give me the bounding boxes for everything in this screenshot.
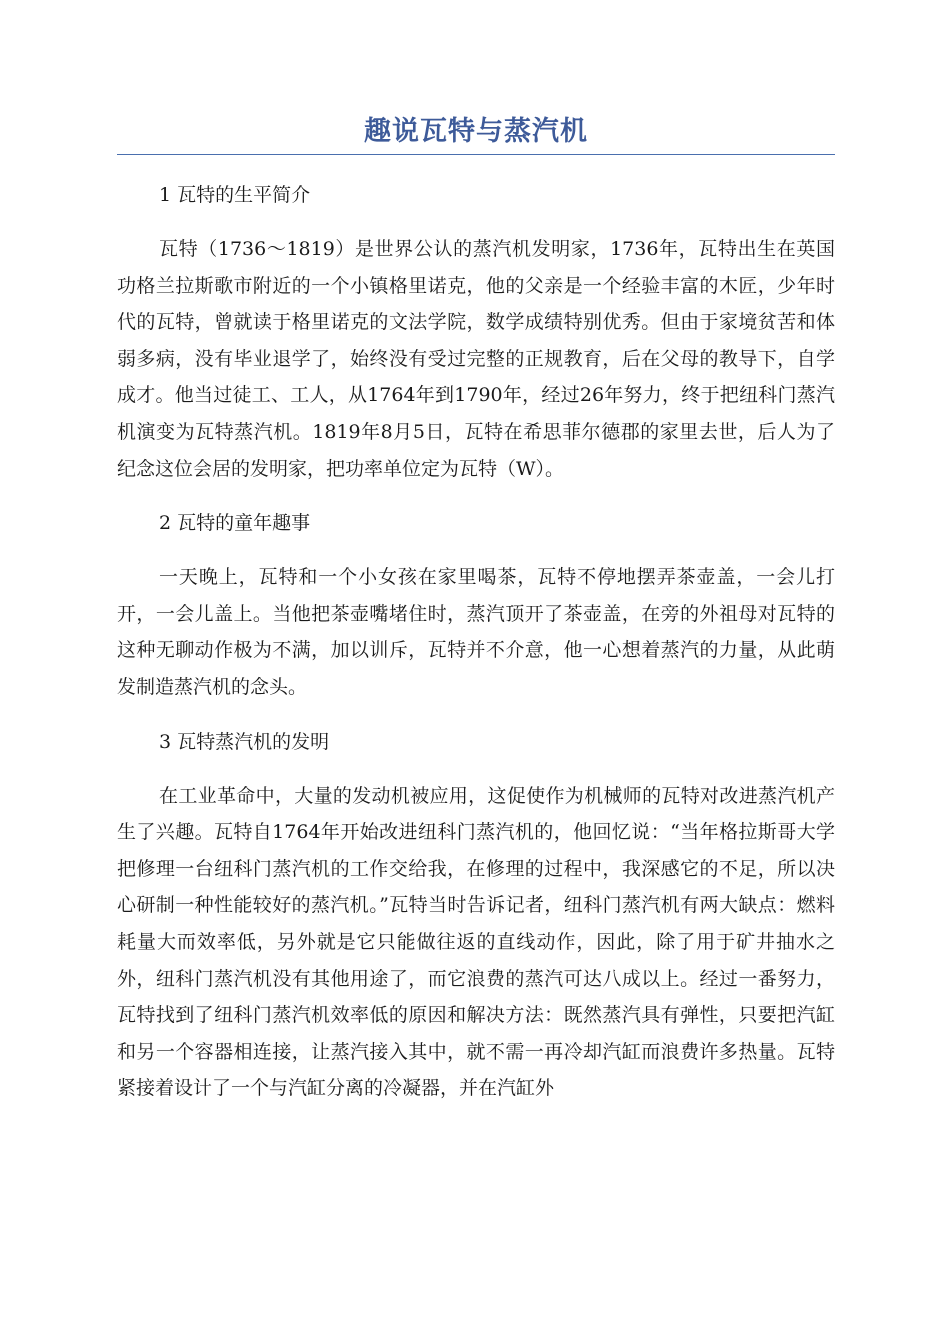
section-invention (117, 724, 835, 1107)
section-childhood (117, 505, 835, 705)
document-title: 趣说瓦特与蒸汽机 (364, 116, 588, 147)
section-heading: 3 瓦特蒸汽机的发明 (159, 730, 330, 753)
section-biography (117, 177, 835, 487)
section-paragraph: 在工业革命中，大量的发动机被应用，这促使作为机械师的瓦特对改进蒸汽机产生了兴趣。瓦特自1764年开始改进纽科门蒸汽机的，他回忆说：“当年格拉斯哥大学把修理一台纽科门蒸汽机的工作交给我，在修理的过程中，我深感它的不足，所以决心研制一种性能较好的蒸汽机。”瓦特当时告诉记者，纽科门蒸汽机有两大缺点：燃料耗量大而效率低，另外就是它只能做往返的直线动作，因此，除了用于矿井抽水之外，纽科门蒸汽机没有其他用途了，而它浪费的蒸汽可达八成以上。经过一番努力，瓦特找到了纽科门蒸汽机效率低的原因和解决方法：既然蒸汽具有弹性，只要把汽缸和另一个容器相连接，让蒸汽接入其中，就不需一再冷却汽缸而浪费许多热量。瓦特紧接着设计了一个与汽缸分离的冷凝器，并在汽缸外 (117, 784, 835, 1100)
section-paragraph: 一天晚上，瓦特和一个小女孩在家里喝茶，瓦特不停地摆弄茶壶盖，一会儿打开，一会儿盖上。当他把茶壶嘴堵住时，蒸汽顶开了茶壶盖，在旁的外祖母对瓦特的这种无聊动作极为不满，加以训斥，瓦特并不介意，他一心想着蒸汽的力量，从此萌发制造蒸汽机的念头。 (117, 566, 835, 698)
section-paragraph: 瓦特（1736～1819）是世界公认的蒸汽机发明家，1736年，瓦特出生在英国功格兰拉斯歌市附近的一个小镇格里诺克，他的父亲是一个经验丰富的木匠，少年时代的瓦特，曾就读于格里诺克的文法学院，数学成绩特别优秀。但由于家境贫苦和体弱多病，没有毕业退学了，始终没有受过完整的正规教育，后在父母的教导下，自学成才。他当过徒工、工人，从1764年到1790年，经过26年努力，终于把纽科门蒸汽机演变为瓦特蒸汽机。1819年8月5日，瓦特在希思菲尔德郡的家里去世，后人为了纪念这位会居的发明家，把功率单位定为瓦特（W）。 (117, 238, 835, 480)
document-page (117, 112, 835, 1125)
section-heading: 2 瓦特的童年趣事 (159, 512, 311, 535)
section-heading: 1 瓦特的生平简介 (159, 184, 311, 206)
title-underline (117, 154, 835, 155)
